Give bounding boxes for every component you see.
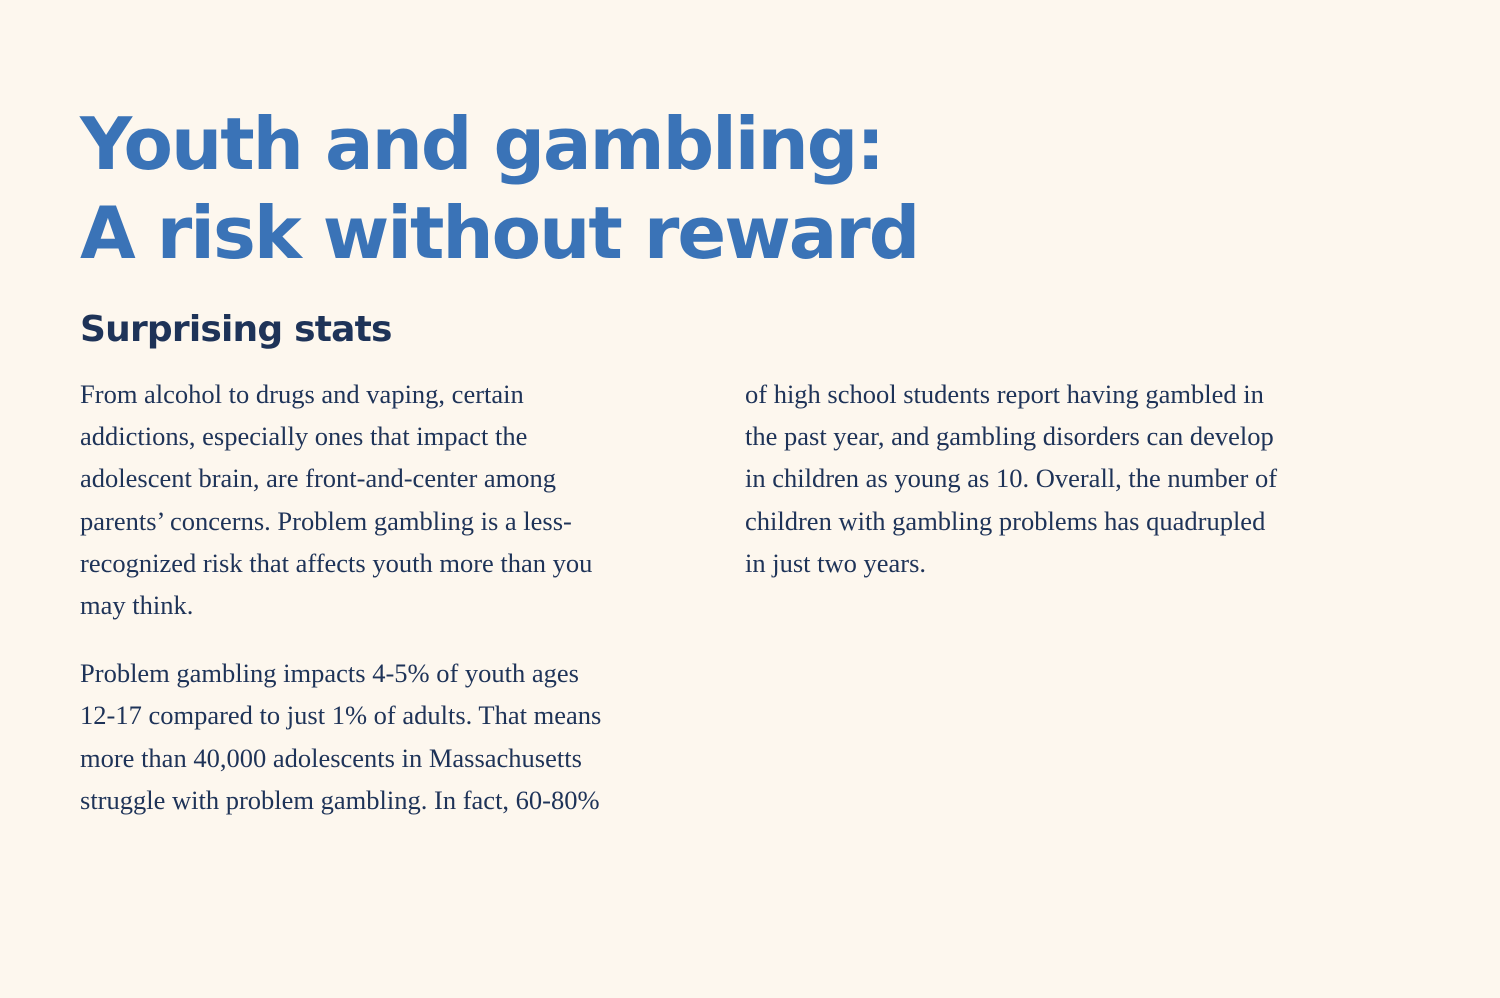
page-title-line-2: A risk without reward: [80, 191, 919, 275]
paragraph-stats-continued: [745, 373, 1405, 584]
paragraph-intro: [80, 373, 700, 626]
right-column: [745, 373, 1405, 584]
text-line: more than 40,000 adolescents in Massachusetts: [80, 742, 582, 773]
section-heading: Surprising stats: [80, 309, 392, 350]
text-line: may think.: [80, 590, 194, 621]
left-column: [80, 373, 700, 821]
text-line: parents’ concerns. Problem gambling is a less-: [80, 505, 572, 536]
text-line: children with gambling problems has quadrupled: [745, 505, 1266, 536]
text-line: in just two years.: [745, 547, 927, 578]
text-line: Problem gambling impacts 4-5% of youth ages: [80, 658, 579, 689]
text-line: in children as young as 10. Overall, the number of: [745, 463, 1278, 494]
page-title: [80, 100, 918, 278]
page-title-line-1: Youth and gambling:: [80, 102, 884, 186]
text-line: adolescent brain, are front-and-center among: [80, 463, 557, 494]
text-line: struggle with problem gambling. In fact, 60-80%: [80, 784, 600, 815]
text-line: the past year, and gambling disorders can develop: [745, 421, 1274, 452]
text-line: recognized risk that affects youth more than you: [80, 547, 593, 578]
text-line: From alcohol to drugs and vaping, certain: [80, 379, 524, 409]
text-line: of high school students report having gambled in: [745, 379, 1264, 409]
text-line: addictions, especially ones that impact the: [80, 421, 528, 452]
text-line: 12-17 compared to just 1% of adults. That means: [80, 700, 602, 731]
paragraph-stats: [80, 652, 700, 821]
